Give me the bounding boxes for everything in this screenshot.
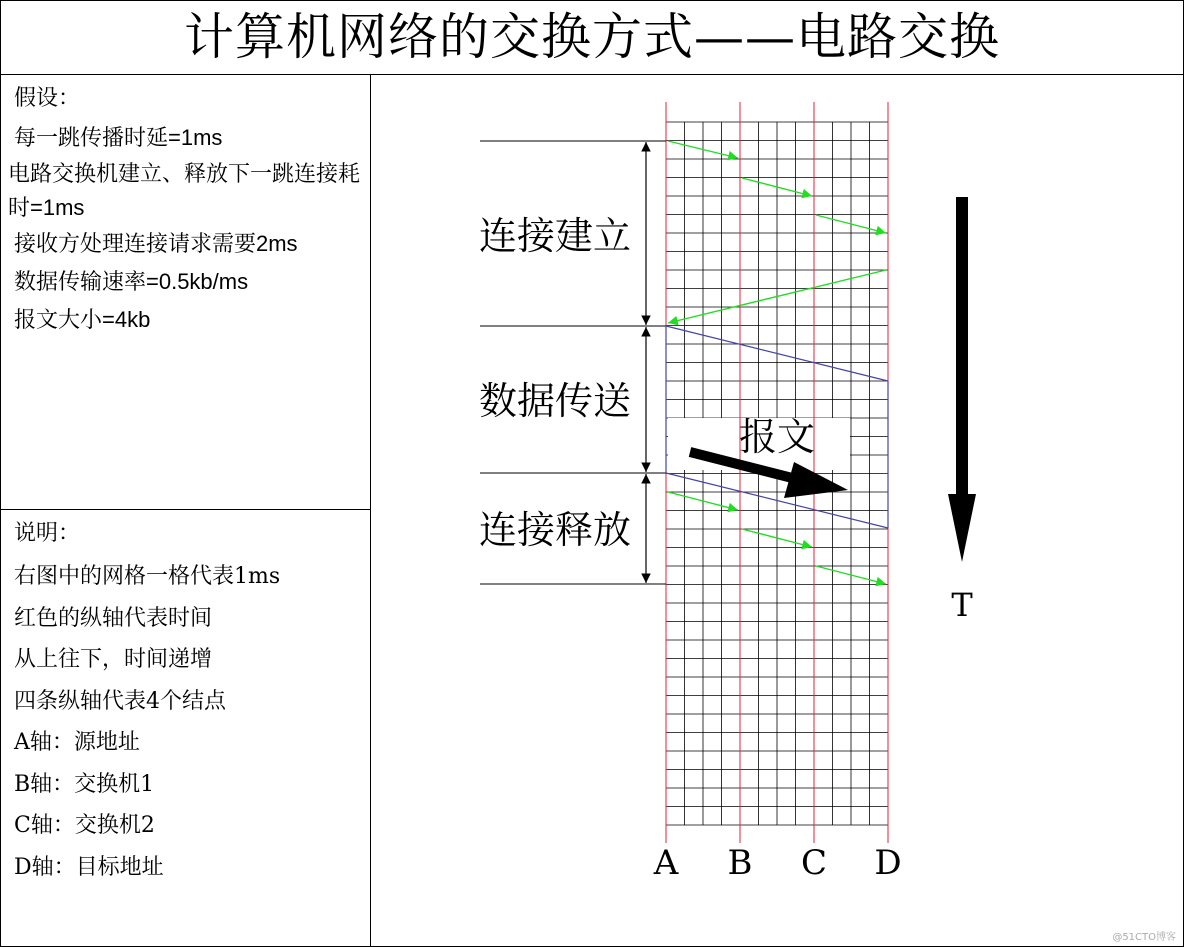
note-item: 四条纵轴代表4个结点 <box>14 688 226 714</box>
assumption-item: 数据传输速率=0.5kb/ms <box>14 269 249 294</box>
assumption-item: 接收方处理连接请求需要2ms <box>14 231 298 256</box>
phase-label-transfer: 数据传送 <box>478 379 632 423</box>
time-label: T <box>951 586 973 624</box>
axis-label-c: C <box>800 843 828 883</box>
note-item: D轴：目标地址 <box>14 854 164 880</box>
axis-label-d: D <box>874 843 902 883</box>
note-item: 红色的纵轴代表时间 <box>14 605 213 631</box>
watermark: @51CTO博客 <box>1112 932 1176 943</box>
phase-label-release: 连接释放 <box>478 508 632 552</box>
note-item: C轴：交换机2 <box>14 813 155 838</box>
assumption-item: 每一跳传播时延=1ms <box>14 125 223 150</box>
note-item: 从上往下，时间递增 <box>14 647 213 672</box>
assumptions-heading: 假设： <box>14 85 81 110</box>
message-label: 报文 <box>738 415 816 459</box>
note-item: 右图中的网格一格代表1ms <box>14 564 281 589</box>
axis-label-b: B <box>727 843 753 883</box>
assumption-item: 电路交换机建立、释放下一跳连接耗时=1ms <box>8 161 361 220</box>
assumption-item: 报文大小=4kb <box>14 307 151 332</box>
axis-label-a: A <box>653 843 679 883</box>
phase-label-setup: 连接建立 <box>478 214 632 258</box>
page-title: 计算机网络的交换方式——电路交换 <box>184 8 1000 66</box>
note-item: B轴：交换机1 <box>14 771 155 797</box>
time-arrow <box>948 197 976 562</box>
notes-heading: 说明： <box>14 521 81 546</box>
note-item: A轴：源地址 <box>14 730 140 755</box>
